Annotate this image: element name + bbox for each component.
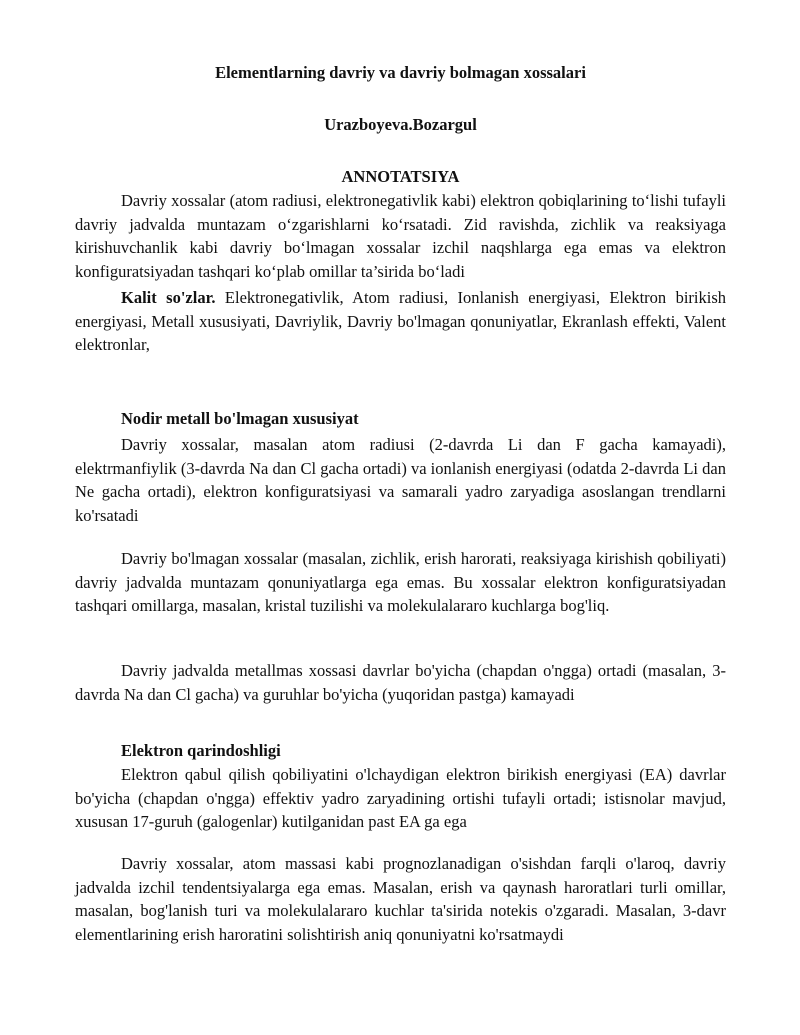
paragraph-melting-points: Davriy xossalar, atom massasi kabi prognozlanadigan o'sishdan farqli o'laroq, davriy jadvalda izchil tendentsiyalarga ega emas. Masalan, erish va qaynash haroratlari turli omillar, masalan, bog'lanish turi va molekulalararo kuchlar ta'sirida notekis o'zgaradi. Masalan, 3-davr elementlarining erish haroratini solishtirish aniq qonuniyatni ko'rsatmaydi (75, 854, 726, 944)
keywords-paragraph (75, 286, 726, 357)
section-heading-nodir: Nodir metall bo'lmagan xususiyat (121, 409, 359, 428)
paragraph-nonmetal-property: Davriy jadvalda metallmas xossasi davrlar bo'yicha (chapdan o'ngga) ortadi (masalan, 3-davrda Na dan Cl gacha) va guruhlar bo'yicha (yuqoridan pastga) kamayadi (75, 661, 726, 704)
section-heading-electron-affinity: Elektron qarindoshligi (121, 741, 281, 760)
paragraph-nonperiodic-properties: Davriy bo'lmagan xossalar (masalan, zichlik, erish harorati, reaksiyaga kirishish qobiliyati) davriy jadvalda muntazam qonuniyatlarga ega emas. Bu xossalar elektron konfiguratsiyadan tashqari omillarga, masalan, kristal tuzilishi va molekulalararo kuchlarga bog'liq. (75, 549, 726, 616)
keywords-label: Kalit so'zlar. (121, 288, 216, 307)
annotation-heading: ANNOTATSIYA (341, 167, 460, 186)
document-title: Elementlarning davriy va davriy bolmagan xossalari (215, 63, 586, 82)
paragraph-electron-affinity: Elektron qabul qilish qobiliyatini o'lchaydigan elektron birikish energiyasi (EA) davrlar bo'yicha (chapdan o'ngga) effektiv yadro zaryadining ortishi tufayli ortadi; istisnolar mavjud, xususan 17-guruh (galogenlar) kutilganidan past EA ga ega (75, 765, 726, 832)
author-name: Urazboyeva.Bozargul (324, 115, 477, 134)
keywords-text: Elektronegativlik, Atom radiusi, Ionlanish energiyasi, Elektron birikish energiyasi, Metall xususiyati, Davriylik, Davriy bo'lmagan qonuniyatlar, Ekranlash effekti, Valent elektronlar, (75, 288, 726, 355)
annotation-paragraph: Davriy xossalar (atom radiusi, elektronegativlik kabi) elektron qobiqlarining to‘lishi tufayli davriy jadvalda muntazam o‘zgarishlarni ko‘rsatadi. Zid ravishda, zichlik va reaksiyaga kirishuvchanlik kabi davriy bo‘lmagan xossalar izchil naqshlarga ega emas va elektron konfiguratsiyadan tashqari ko‘plab omillar ta’sirida bo‘ladi (75, 191, 726, 281)
paragraph-periodic-trends: Davriy xossalar, masalan atom radiusi (2-davrda Li dan F gacha kamayadi), elektrmanfiylik (3-davrda Na dan Cl gacha ortadi) va ionlanish energiyasi (odatda 2-davrda Li dan Ne gacha ortadi), elektron konfiguratsiyasi va samarali yadro zaryadiga asoslangan trendlarni ko'rsatadi (75, 435, 726, 525)
